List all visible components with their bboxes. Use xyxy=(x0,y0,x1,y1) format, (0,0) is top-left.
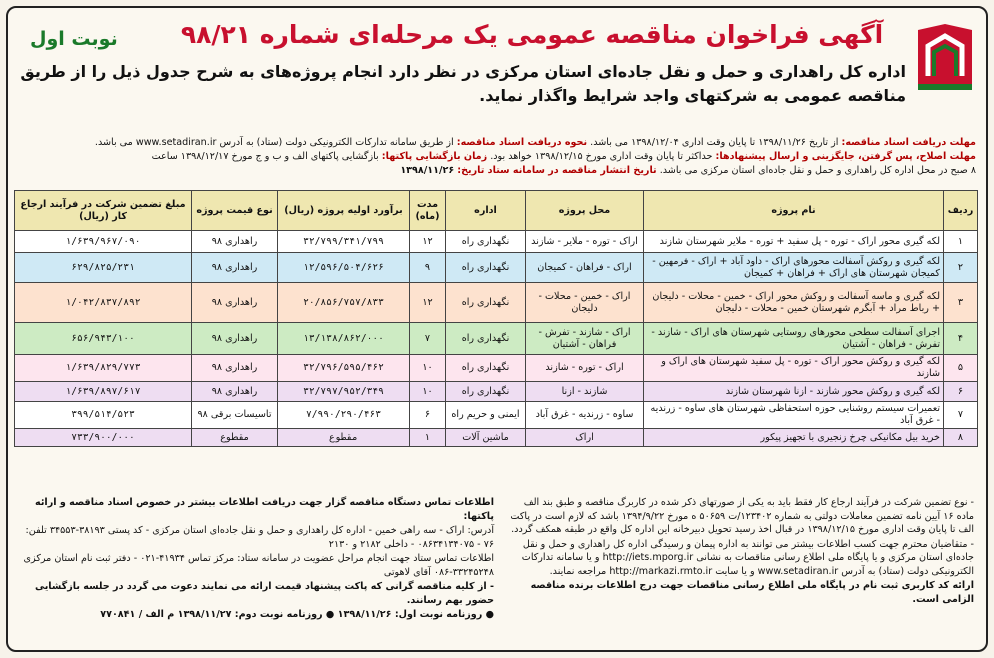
cell-duration: ۶ xyxy=(410,402,446,429)
round-label: نوبت اول xyxy=(30,28,118,50)
info-line-3: ۸ صبح در محل اداره کل راهداری و حمل و نقل جاده‌ای استان مرکزی می باشد. تاریخ انتشار مناقصه در سامانه ستاد تاریخ: ۱۳۹۸/۱۱/۲۶ xyxy=(400,165,976,176)
cell-price-type: راهداری ۹۸ xyxy=(192,323,278,355)
cell-office: نگهداری راه xyxy=(446,355,526,382)
cell-office: نگهداری راه xyxy=(446,231,526,253)
cell-price-type: راهداری ۹۸ xyxy=(192,231,278,253)
contact-address: آدرس: اراک - سه راهی خمین - اداره کل راهداری و حمل و نقل جاده‌ای استان مرکزی - کد پستی ۳۸۱۹۳-۳۴۵۵۳ تلفن: ۷۶ - ۰۸۶۳۴۱۳۴۰۷۵ - داخلی ۲۱۸۲ و ۲۱۳۰ xyxy=(25,525,494,550)
cell-location: اراک - خمین - محلات - دلیجان xyxy=(526,283,644,323)
cell-duration: ۱۲ xyxy=(410,283,446,323)
cell-bond: ۷۳۳/۹۰۰/۰۰۰ xyxy=(15,429,192,447)
cell-name: لکه گیری و روکش آسفالت محورهای اراک - داود آباد + اراک - فرمهین - کمیجان شهرستان های اراک + فراهان + کمیجان xyxy=(644,253,944,283)
cell-office: نگهداری راه xyxy=(446,283,526,323)
cell-price-type: راهداری ۹۸ xyxy=(192,355,278,382)
publication-dates: ● روزنامه نوبت اول: ۱۳۹۸/۱۱/۲۶ ● روزنامه نوبت دوم: ۱۳۹۸/۱۱/۲۷ م الف / ۷۷۰۸۴۱ xyxy=(100,609,494,620)
cell-price-type: راهداری ۹۸ xyxy=(192,283,278,323)
intro-paragraph: اداره کل راهداری و حمل و نقل جاده‌ای استان مرکزی در نظر دارد انجام پروژه‌های به شرح جدول ذیل را از طریق مناقصه عمومی به شرکتهای واجد شرایط واگذار نماید. xyxy=(20,62,906,105)
cell-price-type: مقطوع xyxy=(192,429,278,447)
cell-estimate: ۷/۹۹۰/۲۹۰/۴۶۳ xyxy=(278,402,410,429)
table-row xyxy=(15,382,978,402)
footer-note-1: - نوع تضمین شرکت در فرآیند ارجاع کار فقط باید به یکی از صورتهای ذکر شده در کاربرگ مناقصه و طبق بند الف ماده ۱۶ آیین نامه تضمین معاملات دولتی به شماره ۱۲۳۴۰۲/ت ۵۰۶۵۹ ه مورخ ۱۳۹۴/۹/۲۲ باشد که لازم است در پاکت الف تا پایان وقت اداری مورخ ۱۳۹۸/۱۲/۱۵ در قبال اخذ رسید تحویل دبیرخانه این اداره کل واقع در طبقه همکف گردد. xyxy=(510,497,974,535)
cell-name: لکه گیری و روکش محور اراک - توره - پل سفید شهرستان های اراک و شازند xyxy=(644,355,944,382)
col-header-estimate: برآورد اولیه پروژه (ریال) xyxy=(278,191,410,231)
cell-bond: ۱/۶۳۹/۸۹۷/۶۱۷ xyxy=(15,382,192,402)
cell-name: لکه گیری و روکش محور شازند - ازنا شهرستان شازند xyxy=(644,382,944,402)
footer-note-2: - متقاضیان محترم جهت کسب اطلاعات بیشتر می توانند به اداره پیمان و رسیدگی اداره کل راهداری و حمل و نقل جاده‌ای استان مرکزی و یا پایگاه ملی اطلاع رسانی مناقصات به نشانی http://iets.mporg.ir و یا سامانه تدارکات الکترونیکی دولت (ستاد) به آدرس www.setadiran.ir و یا سایت http://markazi.rmto.ir مراجعه نمایند. xyxy=(521,538,974,577)
cell-office: ایمنی و حریم راه xyxy=(446,402,526,429)
cell-estimate: ۳۲/۷۹۷/۹۵۲/۳۴۹ xyxy=(278,382,410,402)
cell-name: اجرای آسفالت سطحی محورهای روستایی شهرستان های اراک - شازند - تفرش - فراهان - آشتیان xyxy=(644,323,944,355)
cell-bond: ۱/۰۴۲/۸۳۷/۸۹۲ xyxy=(15,283,192,323)
table-header-row xyxy=(15,191,978,231)
cell-office: ماشین آلات xyxy=(446,429,526,447)
cell-estimate: ۱۳/۱۳۸/۸۶۲/۰۰۰ xyxy=(278,323,410,355)
tender-info xyxy=(18,136,976,178)
cell-price-type: راهداری ۹۸ xyxy=(192,253,278,283)
cell-estimate: ۳۲/۷۹۶/۵۹۵/۴۶۲ xyxy=(278,355,410,382)
cell-price-type: تاسیسات برقی ۹۸ xyxy=(192,402,278,429)
col-header-name: نام پروژه xyxy=(644,191,944,231)
footer-right xyxy=(504,496,974,607)
col-header-index: ردیف xyxy=(944,191,978,231)
cell-office: نگهداری راه xyxy=(446,382,526,402)
cell-estimate: مقطوع xyxy=(278,429,410,447)
col-header-price-type: نوع قیمت پروژه xyxy=(192,191,278,231)
contact-title: اطلاعات تماس دستگاه مناقصه گزار جهت دریافت اطلاعات بیشتر در خصوص اسناد مناقصه و ارائه پاکتها: xyxy=(35,497,494,522)
cell-duration: ۱۲ xyxy=(410,231,446,253)
table-row xyxy=(15,429,978,447)
cell-name: تعمیرات سیستم روشنایی حوزه استحفاظی شهرستان های ساوه - زرندیه - غرق آباد xyxy=(644,402,944,429)
info-line-2: مهلت اصلاح، پس گرفتن، جایگزینی و ارسال پیشنهادها: حداکثر تا پایان وقت اداری مورخ ۱۳۹۸/۱۲/۱۵ خواهد بود. زمان بازگشایی پاکتها: بازگشایی پاکتهای الف و ب و ج مورخ ۱۳۹۸/۱۲/۱۷ ساعت xyxy=(151,151,976,162)
cell-location: اراک - توره - شازند xyxy=(526,355,644,382)
cell-location: شازند - ازنا xyxy=(526,382,644,402)
cell-index: ۱ xyxy=(944,231,978,253)
cell-index: ۸ xyxy=(944,429,978,447)
cell-estimate: ۲۰/۸۵۶/۷۵۷/۸۳۳ xyxy=(278,283,410,323)
footer-note-3: ارائه کد کاربری ثبت نام در پایگاه ملی اطلاع رسانی مناقصات جهت درج اطلاعات برنده مناقصه الزامی است. xyxy=(530,580,974,605)
cell-location: اراک xyxy=(526,429,644,447)
col-header-location: محل پروژه xyxy=(526,191,644,231)
cell-index: ۴ xyxy=(944,323,978,355)
cell-name: لکه گیری محور اراک - توره - پل سفید + توره - ملایر شهرستان شازند xyxy=(644,231,944,253)
table-row xyxy=(15,323,978,355)
table-row xyxy=(15,402,978,429)
col-header-bond: مبلغ تضمین شرکت در فرآیند ارجاع کار (ریال) xyxy=(15,191,192,231)
road-maintenance-logo-icon xyxy=(914,22,976,92)
cell-bond: ۱/۶۳۹/۹۶۷/۰۹۰ xyxy=(15,231,192,253)
page-title: آگهی فراخوان مناقصه عمومی یک مرحله‌ای شماره ۹۸/۲۱ xyxy=(180,20,884,49)
col-header-duration: مدت (ماه) xyxy=(410,191,446,231)
cell-bond: ۶۲۹/۸۲۵/۲۳۱ xyxy=(15,253,192,283)
table-row xyxy=(15,283,978,323)
invitation-note: - از کلیه مناقصه گرانی که پاکت پیشنهاد قیمت ارائه می نمایند دعوت می گردد در جلسه بازگشایی حضور بهم رسانند. xyxy=(34,581,494,606)
cell-duration: ۱۰ xyxy=(410,382,446,402)
cell-price-type: راهداری ۹۸ xyxy=(192,382,278,402)
cell-estimate: ۳۲/۷۹۹/۳۴۱/۷۹۹ xyxy=(278,231,410,253)
info-line-1: مهلت دریافت اسناد مناقصه: از تاریخ ۱۳۹۸/۱۱/۲۶ تا پایان وقت اداری ۱۳۹۸/۱۲/۰۴ می باشد. نحوه دریافت اسناد مناقصه: از طریق سامانه تدارکات الکترونیکی دولت (ستاد) به آدرس www.setadiran.ir می باشد. xyxy=(94,137,976,148)
cell-name: خرید بیل مکانیکی چرخ زنجیری با تجهیز پیکور xyxy=(644,429,944,447)
cell-office: نگهداری راه xyxy=(446,323,526,355)
table-row xyxy=(15,253,978,283)
cell-location: اراک - توره - ملایر - شازند xyxy=(526,231,644,253)
footer-left xyxy=(14,496,494,623)
cell-name: لکه گیری و ماسه آسفالت و روکش محور اراک - خمین - محلات - دلیجان + رباط مراد + آبگرم شهرستان خمین - محلات - دلیجان xyxy=(644,283,944,323)
cell-index: ۳ xyxy=(944,283,978,323)
cell-index: ۶ xyxy=(944,382,978,402)
cell-duration: ۹ xyxy=(410,253,446,283)
cell-bond: ۶۵۶/۹۴۳/۱۰۰ xyxy=(15,323,192,355)
cell-index: ۲ xyxy=(944,253,978,283)
contact-setad: اطلاعات تماس ستاد جهت انجام مراحل عضویت در سامانه ستاد: مرکز تماس ۴۱۹۳۴-۰۲۱ - دفتر ثبت نام استان مرکزی ۳۳۲۴۵۲۴۸-۰۸۶ آقای لاهوتی xyxy=(23,553,494,578)
cell-office: نگهداری راه xyxy=(446,253,526,283)
cell-estimate: ۱۲/۵۹۶/۵۰۴/۶۲۶ xyxy=(278,253,410,283)
projects-table xyxy=(14,190,978,447)
cell-location: اراک - فراهان - کمیجان xyxy=(526,253,644,283)
cell-bond: ۱/۶۳۹/۸۲۹/۷۷۳ xyxy=(15,355,192,382)
cell-bond: ۳۹۹/۵۱۴/۵۲۳ xyxy=(15,402,192,429)
cell-index: ۷ xyxy=(944,402,978,429)
cell-location: اراک - شازند - تفرش - فراهان - آشتیان xyxy=(526,323,644,355)
tender-notice xyxy=(6,6,988,652)
cell-index: ۵ xyxy=(944,355,978,382)
cell-location: ساوه - زرندیه - غرق آباد xyxy=(526,402,644,429)
cell-duration: ۱ xyxy=(410,429,446,447)
table-row xyxy=(15,355,978,382)
col-header-office: اداره xyxy=(446,191,526,231)
table-row xyxy=(15,231,978,253)
cell-duration: ۱۰ xyxy=(410,355,446,382)
cell-duration: ۷ xyxy=(410,323,446,355)
